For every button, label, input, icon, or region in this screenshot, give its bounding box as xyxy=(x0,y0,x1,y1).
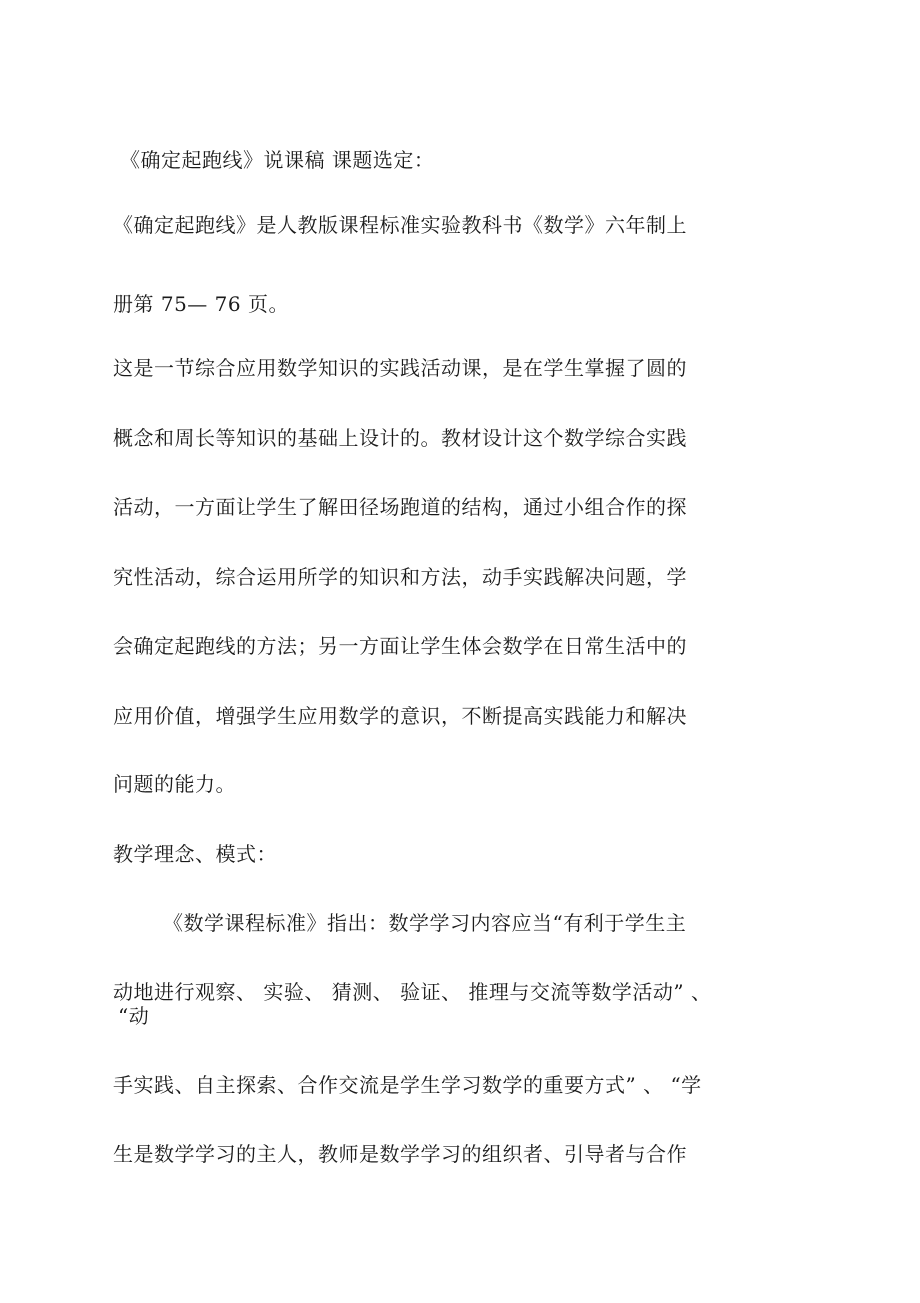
paragraph-line: 应用价值，增强学生应用数学的意识，不断提高实践能力和解决 xyxy=(113,704,687,728)
paragraph-line: 册第 75— 76 页。 xyxy=(113,292,289,316)
paragraph-line: 动地进行观察、 实验、 猜测、 验证、 推理与交流等数学活动” 、 xyxy=(113,980,712,1004)
paragraph-line: 手实践、自主探索、合作交流是学生学习数学的重要方式” 、 “学 xyxy=(113,1073,702,1097)
paragraph-line: 概念和周长等知识的基础上设计的。教材设计这个数学综合实践 xyxy=(113,426,687,450)
paragraph-line: 生是数学学习的主人，教师是数学学习的组织者、引导者与合作 xyxy=(113,1142,687,1166)
paragraph-line: “动 xyxy=(118,1004,150,1028)
paragraph-line: 问题的能力。 xyxy=(113,772,236,796)
paragraph-line: 《确定起跑线》是人教版课程标准实验教科书《数学》六年制上 xyxy=(113,213,687,237)
paragraph-line: 《数学课程标准》指出：数学学习内容应当“有利于学生主 xyxy=(163,911,687,935)
doc-title-line: 《确定起跑线》说课稿 课题选定： xyxy=(120,148,435,172)
paragraph-line: 究性活动，综合运用所学的知识和方法，动手实践解决问题，学 xyxy=(113,565,687,589)
section-heading: 教学理念、模式： xyxy=(113,842,277,866)
paragraph-line: 会确定起跑线的方法；另一方面让学生体会数学在日常生活中的 xyxy=(113,634,687,658)
paragraph-line: 这是一节综合应用数学知识的实践活动课，是在学生掌握了圆的 xyxy=(113,356,687,380)
paragraph-line: 活动，一方面让学生了解田径场跑道的结构，通过小组合作的探 xyxy=(113,495,687,519)
